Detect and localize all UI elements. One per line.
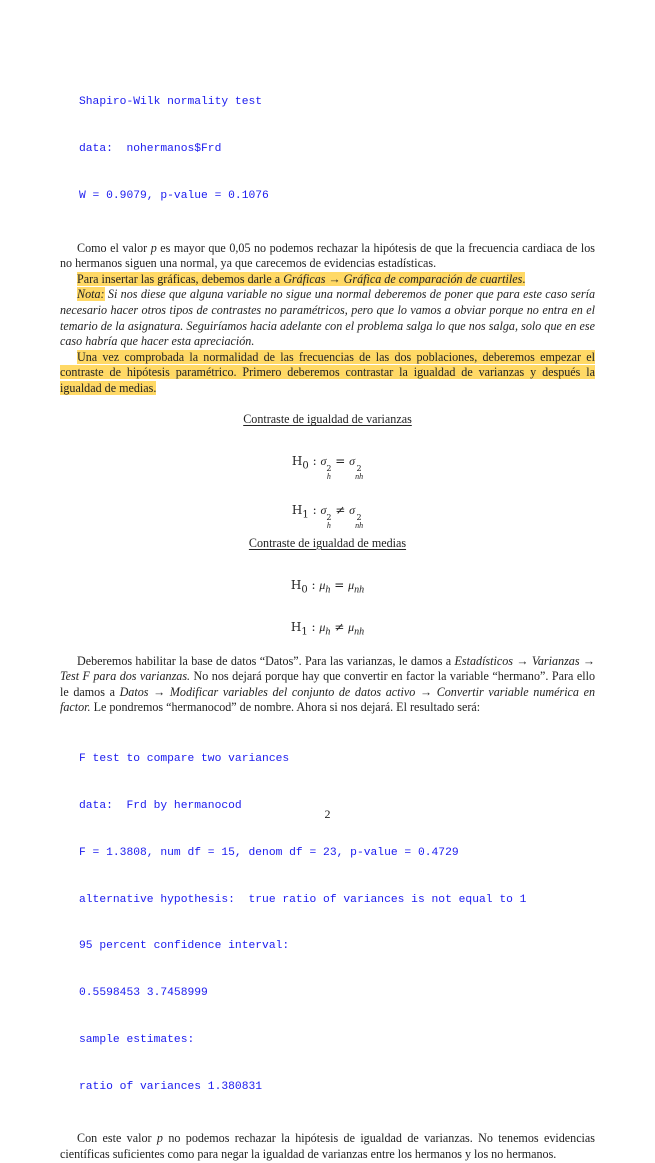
- hypothesis-h0-mean: $H_0$ : $\mu_h = \mu_{nh}$: [290, 577, 365, 596]
- paragraph-note: [60, 287, 595, 349]
- menu-graficas: Gráficas: [283, 271, 326, 286]
- code-line: F test to compare two variances: [79, 753, 290, 766]
- code-line: 95 percent confidence interval:: [79, 940, 290, 953]
- code-line: 0.5598453 3.7458999: [79, 987, 208, 1000]
- arrow-icon: →: [325, 271, 344, 286]
- paragraph-ftest-instructions: Deberemos habilitar la base de datos “Datos”. Para las varianzas, le damos a Estadísticos → Varianzas → Test F para dos varianzas. No nos dejará porque hay que convertir en factor la variable “hermano”. Para ello le damos a Datos → Modificar variables del conjunto de datos activo → Convertir variable numérica en factor. Le pondremos “hermanocod” de nombre. Ahora si nos dejará. El resultado será:: [60, 653, 596, 715]
- page-number: 2: [324, 807, 331, 821]
- code-line: ratio of variances 1.380831: [79, 1080, 263, 1093]
- highlight: [77, 272, 525, 286]
- text: es mayor que 0,05 no podemos rechazar la hipótesis de que la frecuencia cardiaca de los no hermanos siguen una normal, ya que carecemos de evidencias estadísticas.: [60, 240, 596, 271]
- code-line: data: Frd by hermanocod: [79, 799, 242, 812]
- shapiro-output-block: [79, 64, 595, 236]
- heading-variance-test: Contraste de igualdad de varianzas: [243, 412, 412, 427]
- paragraph-ftest-conclusion: Con este valor p no podemos rechazar la hipótesis de igualdad de varianzas. No tenemos evidencias científicas suficientes como para negar la igualdad de varianzas entre los hermanos y los no hermanos.: [60, 1131, 595, 1162]
- p-symbol: p: [150, 240, 157, 255]
- document-page: [60, 64, 595, 1163]
- note-text: Si nos diese que alguna variable no sigue una normal deberemos de poner que para este caso sería necesario hacer otros tipos de contrastes no paramétricos, pero que lo vamos a obviar porque no entra en el temario de la asignatura. Seguiríamos hacia adelante con el problema salga lo que nos salga, solo que en ese caso habría que hacer esta apreciación.: [60, 287, 595, 349]
- hypothesis-h1-mean: $H_1$ : $\mu_h \ne \mu_{nh}$: [290, 619, 365, 638]
- text: .: [522, 271, 526, 286]
- hypothesis-h1-variance: $H_1$ : σ 2 h ≠ σ 2 nh: [291, 503, 364, 531]
- highlighted-text: Una vez comprobada la normalidad de las frecuencias de las dos poblaciones, deberemos empezar el contraste de hipótesis paramétrico. Primero deberemos contrastar la igualdad de varianzas y después la igualdad de medias.: [60, 349, 595, 395]
- code-line: W = 0.9079, p-value = 0.1076: [79, 189, 269, 202]
- code-line: Shapiro-Wilk normality test: [79, 96, 263, 109]
- heading-mean-test: Contraste de igualdad de medias: [248, 536, 407, 551]
- code-line: alternative hypothesis: true ratio of variances is not equal to 1: [79, 893, 527, 906]
- code-line: data: nohermanos$Frd: [79, 142, 222, 155]
- note-label: Nota:: [77, 287, 105, 302]
- paragraph-normality-result: [60, 241, 595, 272]
- code-line: F = 1.3808, num df = 15, denom df = 23, p-value = 0.4729: [79, 846, 459, 859]
- hypothesis-h0-variance: $H_0$ : σ 2 h = σ 2 nh: [291, 454, 364, 482]
- text: Como el valor: [77, 240, 151, 255]
- code-line: sample estimates:: [79, 1033, 195, 1046]
- ftest-output-block: [79, 721, 595, 1126]
- paragraph-parametric: [60, 350, 595, 397]
- menu-quartile-plot: Gráfica de comparación de cuartiles: [343, 271, 523, 286]
- paragraph-insert-graphs: [60, 272, 595, 288]
- text: Para insertar las gráficas, debemos darle a: [77, 271, 284, 286]
